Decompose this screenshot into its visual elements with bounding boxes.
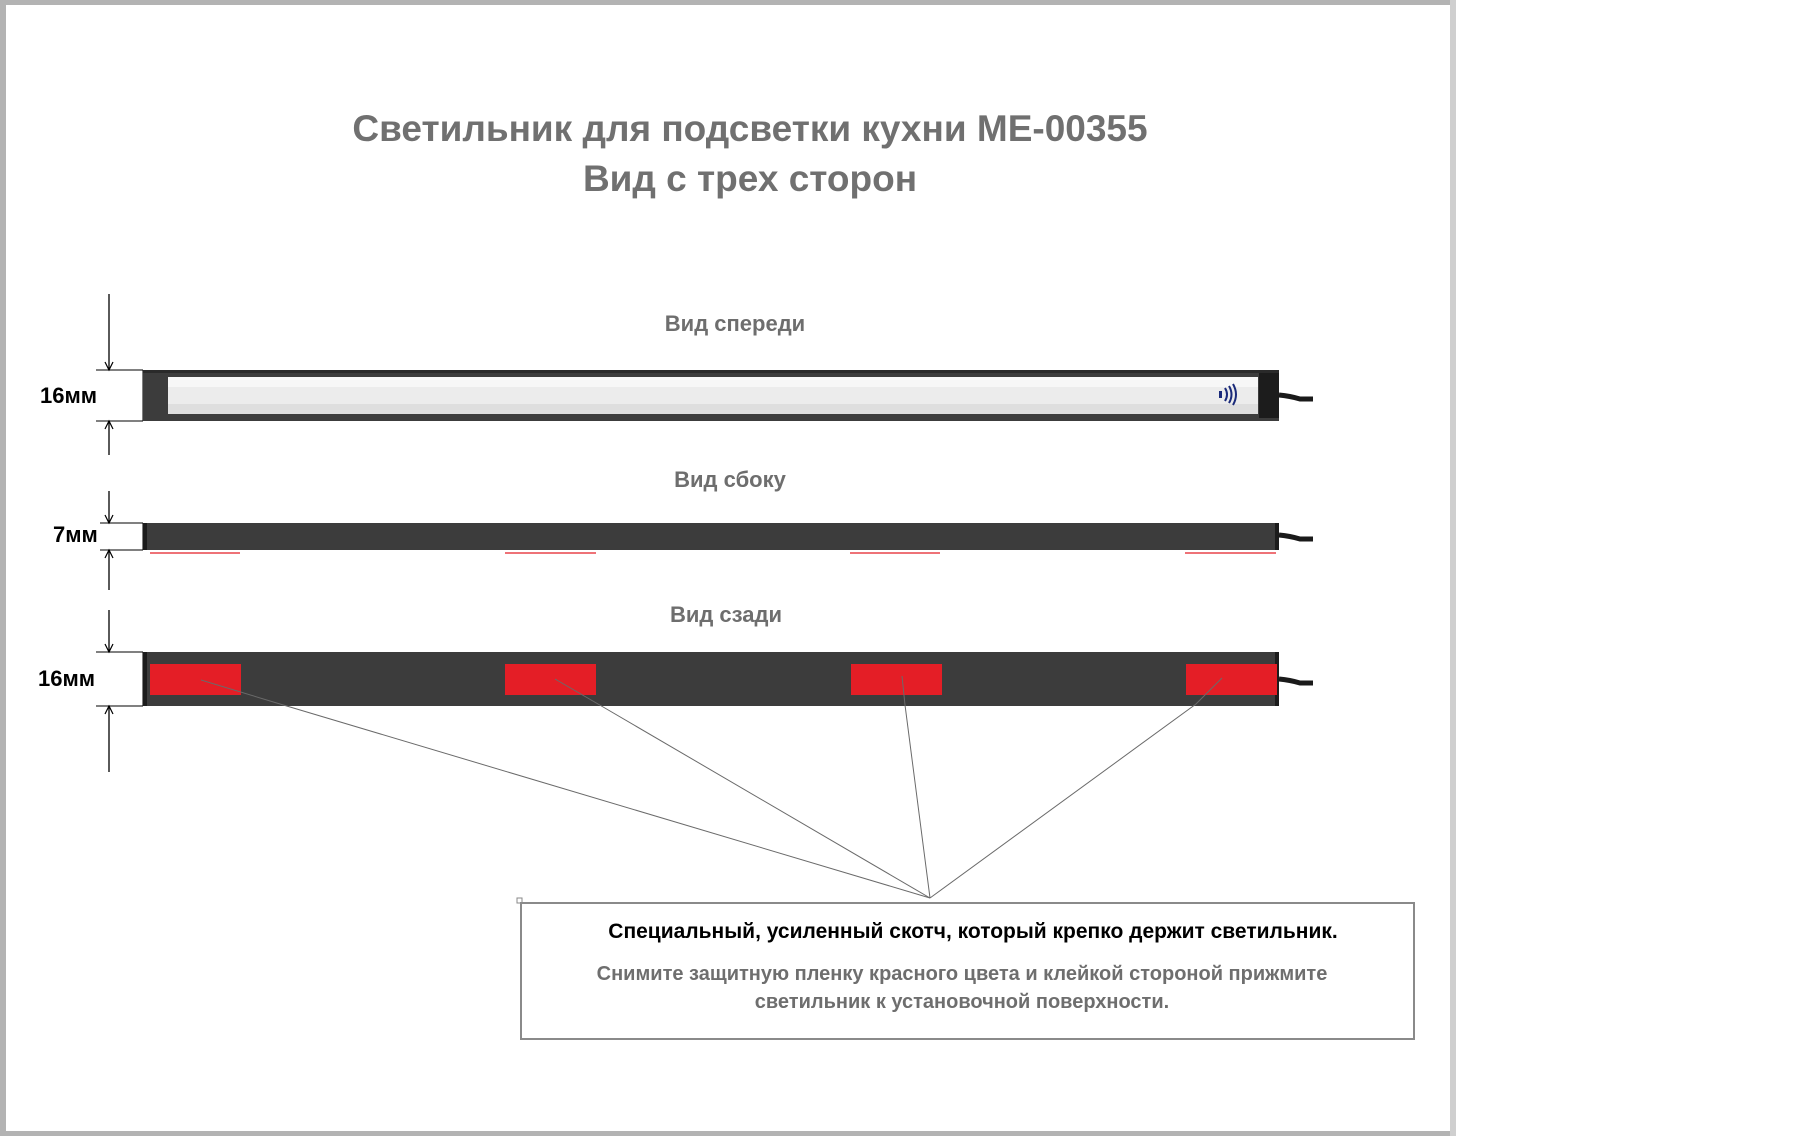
back-view [96,610,1313,772]
back-height-dimension: 16мм [38,666,96,691]
callout-instruction-text: Снимите защитную пленку красного цвета и клейкой стороной прижмите светильник к установочной поверхности. [596,963,1328,1013]
callout-main-text: Специальный, усиленный скотч, который крепко держит светильник. [608,920,1338,943]
side-view [100,491,1313,590]
side-height-dimension: 7мм [53,522,98,547]
front-height-dimension: 16мм [40,383,98,408]
adhesive-tape-4 [1186,664,1277,695]
back-view-label: Вид сзади [669,602,783,627]
adhesive-tape-1 [150,664,241,695]
callout-box [520,902,1415,1040]
callout-leaders [201,676,1222,898]
side-cable [1279,535,1313,539]
adhesive-tape-2 [505,664,596,695]
side-view-label: Вид сбоку [674,467,786,492]
side-housing [143,523,1279,550]
front-cable [1279,395,1313,399]
adhesive-tape-3 [851,664,942,695]
front-view-label: Вид спереди [664,311,806,336]
front-view [96,294,1313,455]
diagram-subtitle: Вид с трех сторон [582,158,918,199]
back-housing [143,652,1279,706]
diagram-title: Светильник для подсветки кухни ME-00355 [352,108,1148,149]
back-cable [1279,679,1313,683]
